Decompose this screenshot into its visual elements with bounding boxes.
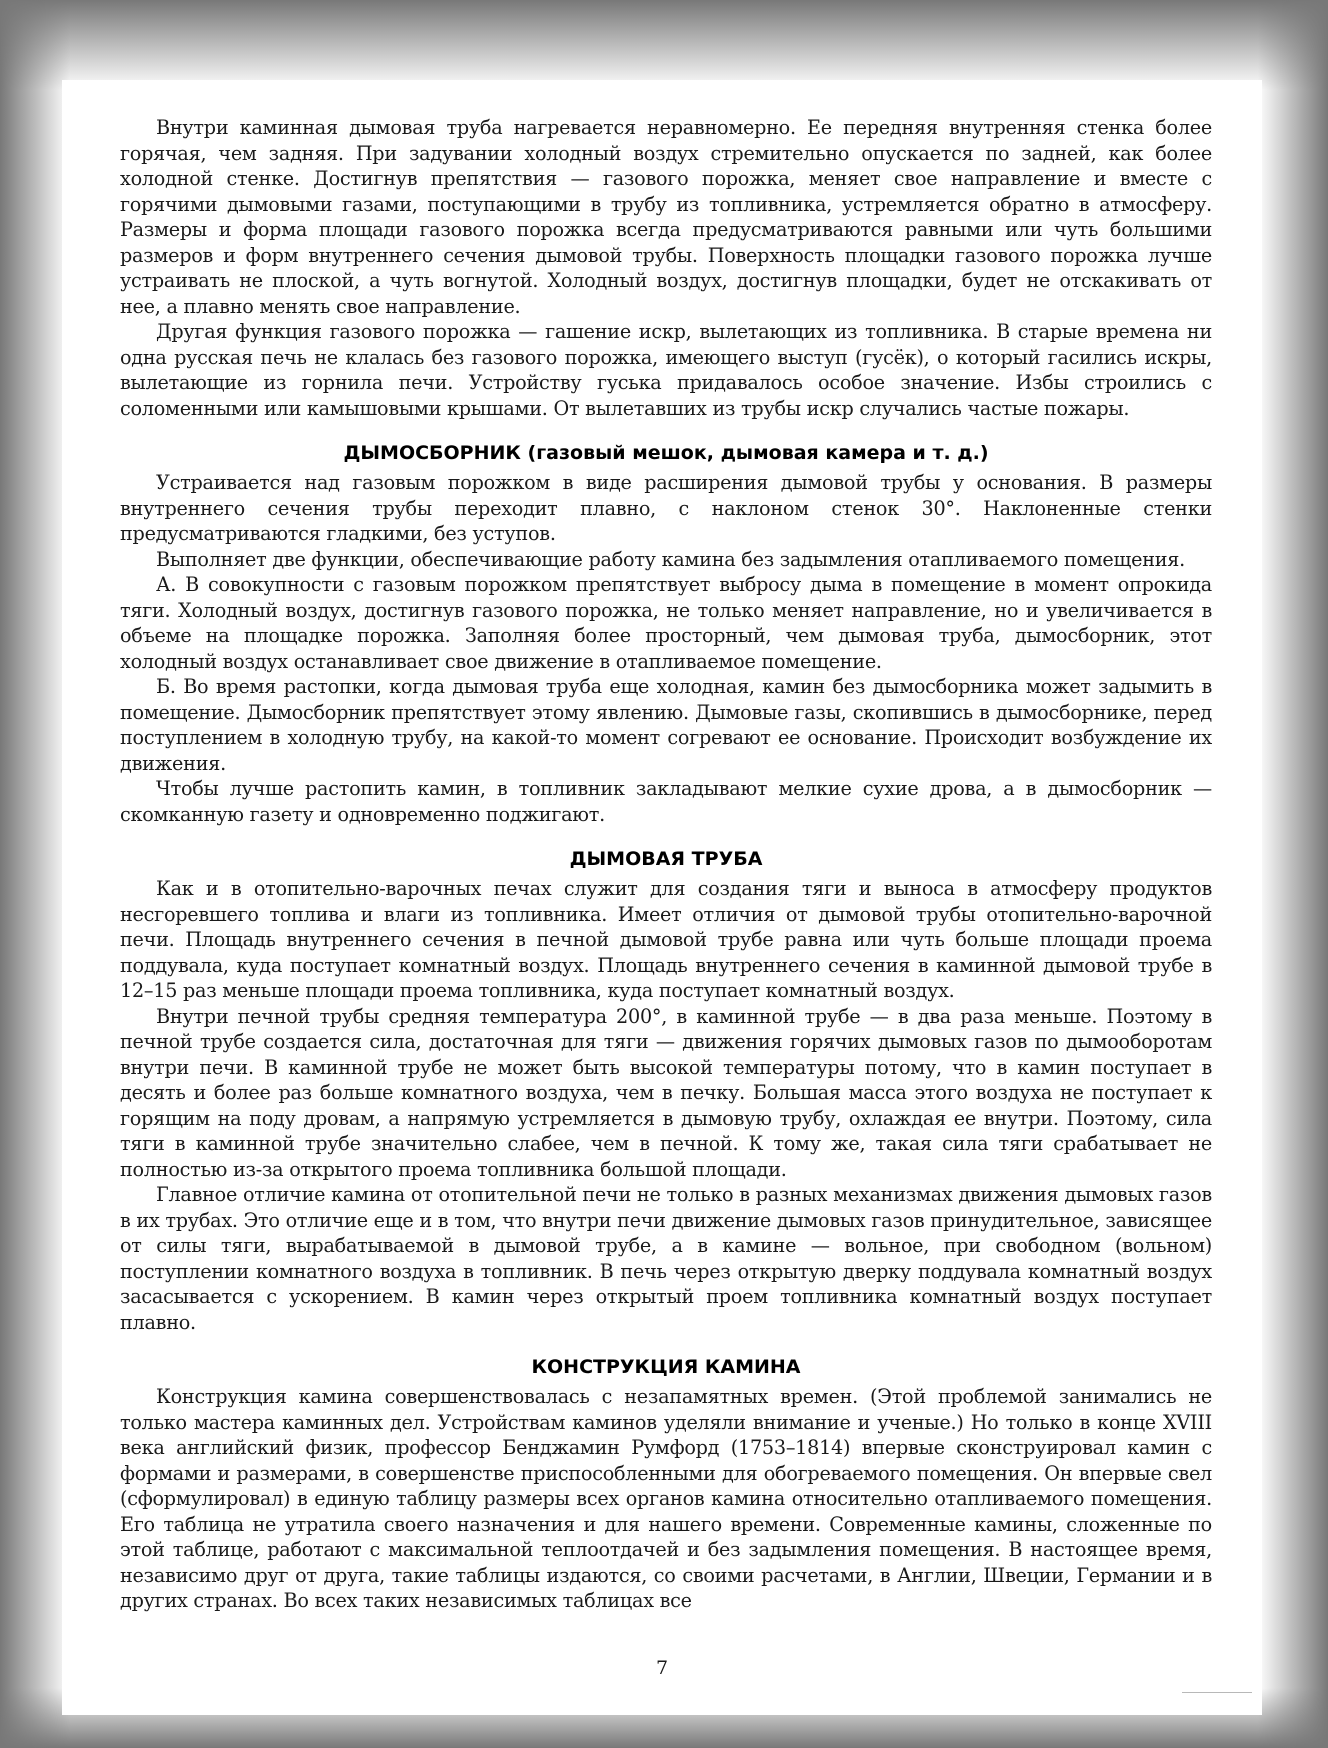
paragraph: Внутри каминная дымовая труба нагревается неравномерно. Ее передняя внутренняя стенка более горячая, чем задняя. При задувании холодный воздух стремительно опускается по задней, как более холодной стенке. Достигнув препятствия — газового порожка, меняет свое направление и вместе с горячими дымовыми газами, поступающими в трубу из топливника, устремляется обратно в атмосферу. Размеры и форма площади газового порожка всегда предусматриваются равными или чуть большими размеров и форм внутреннего сечения дымовой трубы. Поверхность площадки газового порожка лучше устраивать не плоской, а чуть вогнутой. Холодный воздух, достигнув площадки, будет не отскакивать от нее, а плавно менять свое направление. bbox=[120, 116, 1212, 318]
paragraph: А. В совокупности с газовым порожком препятствует выбросу дыма в помещение в момент опрокида тяги. Холодный воздух, достигнув газового порожка, не только меняет направление, но и увеличивается в объеме на площадке порожка. Заполняя более просторный, чем дымовая труба, дымосборник, этот холодный воздух останавливает свое движение в отапливаемое помещение. bbox=[120, 573, 1212, 673]
paragraph: Б. Во время растопки, когда дымовая труба еще холодная, камин без дымосборника может задымить в помещение. Дымосборник препятствует этому явлению. Дымовые газы, скопившись в дымосборнике, перед поступлением в холодную трубу, на какой-то момент согревают ее основание. Происходит возбуждение их движения. bbox=[120, 675, 1212, 775]
section-heading-smoke-collector: ДЫМОСБОРНИК (газовый мешок, дымовая камера и т. д.) bbox=[343, 442, 989, 464]
section-heading-construction: КОНСТРУКЦИЯ КАМИНА bbox=[531, 1356, 801, 1378]
section-heading-chimney: ДЫМОВАЯ ТРУБА bbox=[569, 848, 763, 870]
book-page bbox=[62, 80, 1262, 1715]
paragraph: Главное отличие камина от отопительной печи не только в разных механизмах движения дымовых газов в их трубах. Это отличие еще и в том, что внутри печи движение дымовых газов принудительное, зависящее от силы тяги, вырабатываемой в дымовой трубе, а в камине — вольное, при свободном (вольном) поступлении комнатного воздуха в топливник. В печь через открытую дверку поддувала комнатный воздух засасывается с ускорением. В камин через открытый проем топливника комнатный воздух поступает плавно. bbox=[120, 1183, 1212, 1334]
page-content bbox=[120, 115, 1212, 1614]
paragraph: Как и в отопительно-варочных печах служит для создания тяги и выноса в атмосферу продуктов несгоревшего топлива и влаги из топливника. Имеет отличия от дымовой трубы отопительно-варочной печи. Площадь внутреннего сечения в печной дымовой трубе равна или чуть больше площади проема поддувала, куда поступает комнатный воздух. Площадь внутреннего сечения в каминной дымовой трубе в 12–15 раз меньше площади проема топливника, куда поступает комнатный воздух. bbox=[120, 877, 1212, 1002]
corner-decoration bbox=[1182, 1692, 1252, 1693]
page-number: 7 bbox=[655, 1657, 669, 1679]
paragraph: Выполняет две функции, обеспечивающие работу камина без задымления отапливаемого помещения. bbox=[156, 547, 1185, 571]
paragraph: Другая функция газового порожка — гашение искр, вылетающих из топливника. В старые времена ни одна русская печь не клалась без газового порожка, имеющего выступ (гусёк), о который гасились искры, вылетающие из горнила печи. Устройству гуська придавалось особое значение. Избы строились с соломенными или камышовыми крышами. От вылетавших из трубы искр случались частые пожары. bbox=[120, 320, 1212, 420]
paragraph: Чтобы лучше растопить камин, в топливник закладывают мелкие сухие дрова, а в дымосборник — скомканную газету и одновременно поджигают. bbox=[120, 777, 1212, 826]
paragraph: Конструкция камина совершенствовалась с незапамятных времен. (Этой проблемой занимались не только мастера каминных дел. Устройствам каминов уделяли внимание и ученые.) Но только в конце XVIII века английский физик, профессор Бенджамин Румфорд (1753–1814) впервые сконструировал камин с формами и размерами, в совершенстве приспособленными для обогреваемого помещения. Он впервые свел (сформулировал) в единую таблицу размеры всех органов камина относительно отапливаемого помещения. Его таблица не утратила своего назначения и для нашего времени. Современные камины, сложенные по этой таблице, работают с максимальной теплоотдачей и без задымления помещения. В настоящее время, независимо друг от друга, такие таблицы издаются, со своими расчетами, в Англии, Швеции, Германии и в других странах. Во всех таких независимых таблицах все bbox=[120, 1385, 1212, 1612]
paragraph: Устраивается над газовым порожком в виде расширения дымовой трубы у основания. В размеры внутреннего сечения трубы переходит плавно, с наклоном стенок 30°. Наклоненные стенки предусматриваются гладкими, без уступов. bbox=[120, 471, 1212, 545]
paragraph: Внутри печной трубы средняя температура 200°, в каминной трубе — в два раза меньше. Поэтому в печной трубе создается сила, достаточная для тяги — движения горячих дымовых газов по дымооборотам внутри печи. В каминной трубе не может быть высокой температуры потому, что в камин поступает в десять и более раз больше комнатного воздуха, чем в печку. Большая масса этого воздуха не поступает к горящим на поду дровам, а напрямую устремляется в дымовую трубу, охлаждая ее внутри. Поэтому, сила тяги в каминной трубе значительно слабее, чем в печной. К тому же, такая сила тяги срабатывает не полностью из-за открытого проема топливника большой площади. bbox=[120, 1004, 1212, 1181]
